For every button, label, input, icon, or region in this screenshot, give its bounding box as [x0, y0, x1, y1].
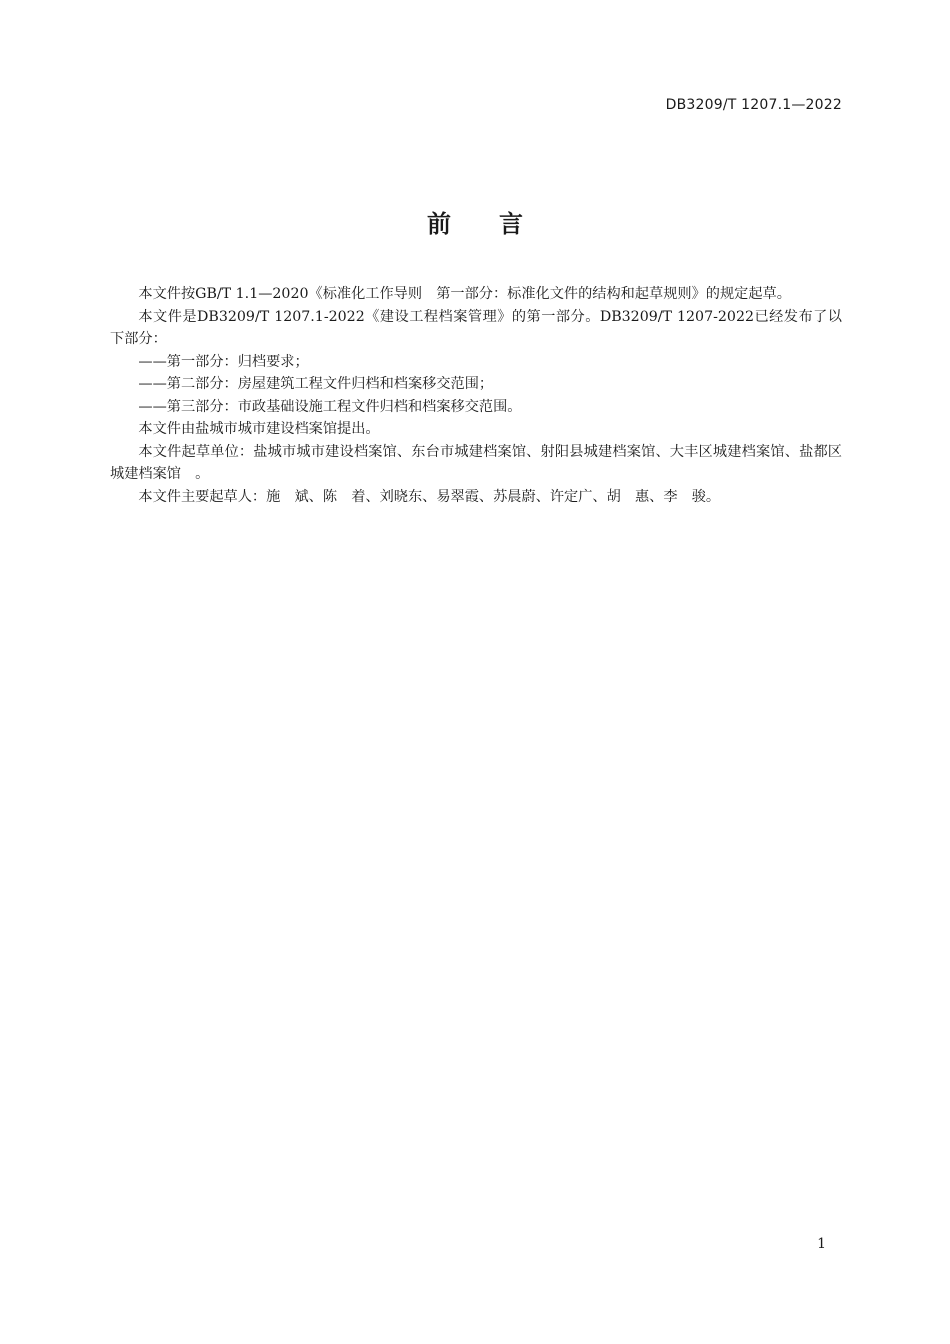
page-title: 前 言	[427, 210, 523, 238]
paragraph-proposer: 本文件由盐城市城市建设档案馆提出。	[138, 421, 380, 437]
paragraph-document-parts: 本文件是DB3209/T 1207.1-2022《建设工程档案管理》的第一部分。DB3209/T 1207-2022已经发布了以下部分：	[110, 308, 842, 347]
list-item-part-3: ——第三部分：市政基础设施工程文件归档和档案移交范围。	[138, 398, 522, 415]
foreword-body	[110, 283, 842, 508]
paragraph-drafting-units: 本文件起草单位：盐城市城市建设档案馆、东台市城建档案馆、射阳县城建档案馆、大丰区城建档案馆、盐都区城建档案馆 。	[110, 443, 842, 482]
paragraph-drafters: 本文件主要起草人：施 斌、陈 着、刘晓东、易翠霞、苏晨蔚、许定广、胡 惠、李 骏。	[138, 488, 721, 505]
list-item-part-1: ——第一部分：归档要求；	[138, 353, 309, 370]
standard-code: DB3209/T 1207.1—2022	[665, 97, 842, 113]
page-number: 1	[817, 1236, 826, 1252]
paragraph-drafting-rules: 本文件按GB/T 1.1—2020《标准化工作导则 第一部分：标准化文件的结构和起草规则》的规定起草。	[138, 286, 791, 302]
list-item-part-2: ——第二部分：房屋建筑工程文件归档和档案移交范围；	[138, 376, 494, 392]
